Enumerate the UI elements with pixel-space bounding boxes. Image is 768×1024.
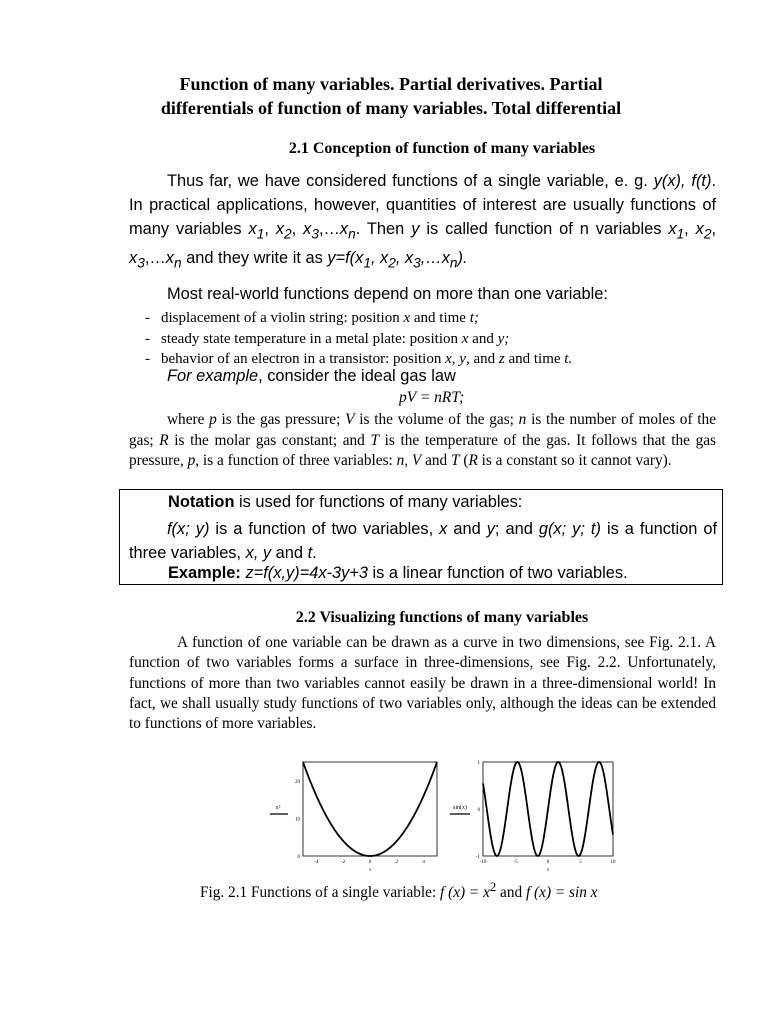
list-item: - displacement of a violin string: position x and time t; <box>145 310 479 326</box>
paragraph-example: For example, consider the ideal gas law <box>167 367 456 385</box>
figure-2-1 <box>270 756 630 874</box>
document-title <box>100 72 682 120</box>
plot-sin-x <box>450 761 616 873</box>
y-tick-label: 0 <box>477 808 480 813</box>
y-axis-label: x² <box>275 805 281 811</box>
series-line <box>303 762 437 856</box>
paragraph-intro: Thus far, we have considered functions of a single variable, e. g. y(x), f(t). In practical applications, however, quantities of interest are usually functions of many variables $x_1$, $x_2$, $x_3,\dots x_n$. Then y is called function of n variables $x_1$, $x_2$, $x_3,\dots x_n$ and they write it as $y=f(x_1$, $x_2$, $x_3,\dots x_n$). <box>129 172 716 271</box>
section-heading-2-2: 2.2 Visualizing functions of many variables <box>295 609 589 626</box>
x-tick-label: 0 <box>368 860 372 865</box>
title-line-2: differentials of function of many variables. Total differential <box>160 98 622 118</box>
y-axis-label: sin(x) <box>453 805 467 811</box>
notation-line: Notation is used for functions of many variables: <box>168 493 523 511</box>
series-line <box>483 762 613 856</box>
list-item: - behavior of an electron in a transistor: position x, y, and z and time t. <box>145 351 573 367</box>
x-tick-label: -2 <box>341 860 346 865</box>
notation-description: f(x; y) is a function of two variables, x and y; and g(x; y; t) is a function of three variables, x, y and t. <box>129 520 718 562</box>
x-tick-label: 2 <box>395 860 399 865</box>
x-tick-label: -5 <box>513 860 518 865</box>
x-tick-label: 0 <box>546 860 550 865</box>
y-tick-label: 0 <box>297 855 300 860</box>
y-tick-label: 10 <box>295 817 300 823</box>
bullet-list <box>145 308 572 370</box>
x-axis-label: x <box>546 868 550 873</box>
y-tick-label: 1 <box>477 761 480 766</box>
x-tick-label: 5 <box>579 860 582 865</box>
y-tick-label: 20 <box>295 779 300 785</box>
figure-caption: Fig. 2.1 Functions of a single variable: f $(x) = x^2$ and f (x) = sin x <box>200 880 598 902</box>
y-tick-label: -1 <box>475 855 480 860</box>
paragraph-real-world: Most real-world functions depend on more than one variable: <box>167 285 608 303</box>
x-tick-label: 4 <box>422 860 425 865</box>
list-item: - steady state temperature in a metal plate: position x and y; <box>145 330 510 347</box>
title-line-1: Function of many variables. Partial derivatives. Partial <box>179 74 603 94</box>
ideal-gas-formula: pV = nRT; <box>399 389 465 406</box>
section-heading-2-1: 2.1 Conception of function of many variables <box>288 140 596 157</box>
example-line: Example: z=f(x,y)=4x-3y+3 is a linear function of two variables. <box>168 564 628 582</box>
paragraph-gas-law: where p is the gas pressure; V is the volume of the gas; n is the number of moles of the gas; R is the molar gas constant; and T is the temperature of the gas. It follows that the gas pressure, p, is a function of three variables: n, V and T (R is a constant so it cannot vary). <box>129 411 717 469</box>
x-axis-label: x <box>368 868 372 873</box>
notation-box <box>119 489 723 585</box>
x-tick-label: -4 <box>314 860 319 865</box>
paragraph-visualizing: A function of one variable can be drawn as a curve in two dimensions, see Fig. 2.1. A function of two variables forms a surface in three-dimensions, see Fig. 2.2. Unfortunately, functions of more than two variables cannot easily be drawn in a three-dimensional world! In fact, we shall usually study functions of two variables only, although the ideas can be extended to functions of more variables. <box>129 634 716 733</box>
x-tick-label: 10 <box>610 860 616 865</box>
x-tick-label: -10 <box>479 860 487 865</box>
plot-x-squared <box>270 762 437 873</box>
